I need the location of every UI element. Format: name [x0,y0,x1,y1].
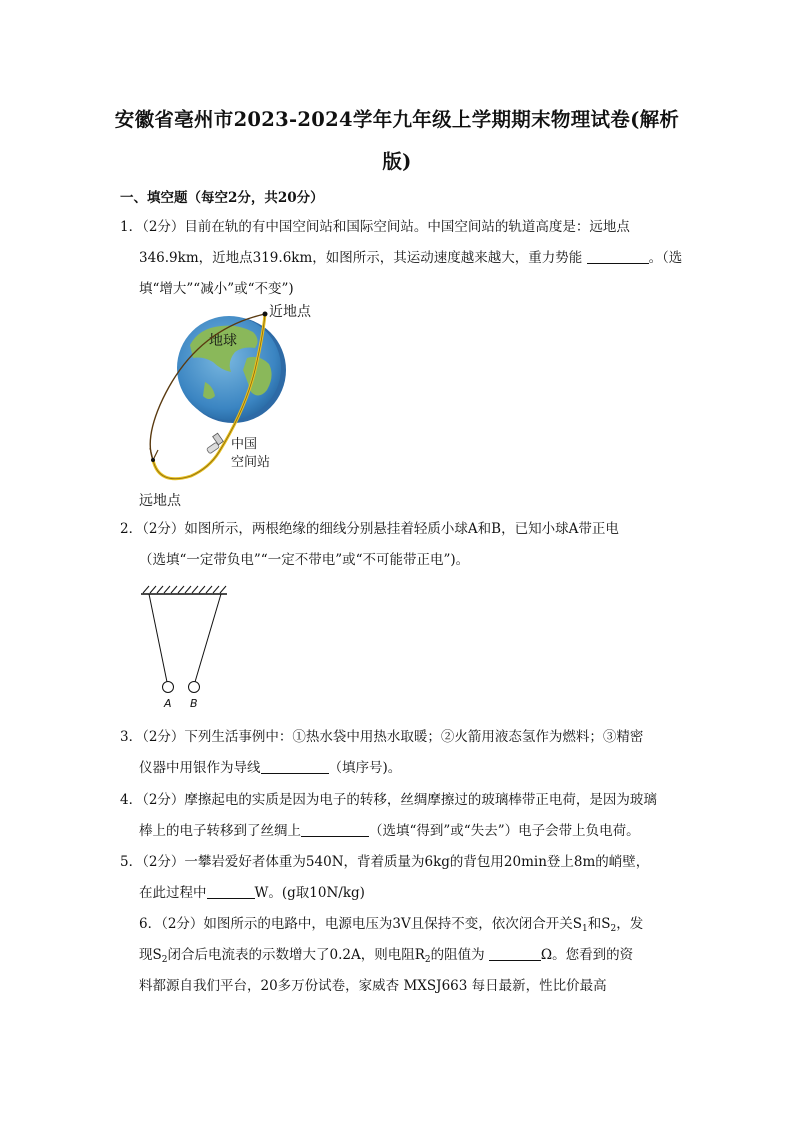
orbit-figure [135,300,335,512]
paper-title-line-2: 版) [382,150,412,173]
q6-text-f: 的阻值为 [430,947,489,963]
q6-sub-s2b: 2 [161,955,168,965]
q1-text-a: 346.9km，近地点319.6km，如图所示，其运动速度越来越大，重力势能 [139,250,587,266]
q6-text-a: 6．（2分）如图所示的电路中，电源电压为3V且保持不变，依次闭合开关S [139,916,583,932]
perigee-dot [263,312,268,317]
q5-text-b: W。(g取10N/kg) [254,885,365,901]
apogee-label: 远地点 [139,493,181,509]
q1-line-3: 填“增大”“减小”或“不变”) [139,281,294,297]
q6-text-b: 和S [587,916,611,932]
ball-b [189,682,200,693]
q6-text-e: 闭合后电流表的示数增大了0.2A，则电阻R [167,947,425,963]
q6-line-1 [139,914,643,939]
q3-text-a: 仪器中用银作为导线 [139,760,261,776]
q1-answer-blank [587,249,649,264]
q3-answer-blank [261,759,329,774]
thread-a [149,594,167,682]
section-heading: 一、填空题（每空2分，共20分） [120,190,324,206]
ceiling-hatch [143,586,226,593]
q3-text-b: （填序号)。 [328,760,402,776]
q4-text-b: （选填“得到”或“失去”）电子会带上负电荷。 [369,823,640,839]
ball-a-label: A [164,697,172,710]
hanging-balls-figure [135,582,235,712]
ball-a [163,682,174,693]
q6-text-c: ，发 [616,916,644,932]
q3-line-2 [139,758,401,778]
q1-line-1: 1．（2分）目前在轨的有中国空间站和国际空间站。中国空间站的轨道高度是：远地点 [120,219,630,235]
q5-line-1: 5．（2分）一攀岩爱好者体重为540N，背着质量为6kg的背包用20min登上8m的峭壁， [120,854,650,870]
thread-b [195,594,221,682]
q2-line-1: 2．（2分）如图所示，两根绝缘的细线分别悬挂着轻质小球A和B，已知小球A带正电 [120,521,619,537]
q4-text-a: 棒上的电子转移到了丝绸上 [139,823,301,839]
q6-sub-s2: 2 [610,924,617,934]
paper-title-line-1: 安徽省亳州市2023-2024学年九年级上学期期末物理试卷(解析 [114,108,680,131]
q2-line-2: （选填“一定带负电”“一定不带电”或“不可能带正电”)。 [139,552,470,568]
q4-line-1: 4．（2分）摩擦起电的实质是因为电子的转移，丝绸摩擦过的玻璃棒带正电荷，是因为玻璃 [120,792,657,808]
q5-text-a: 在此过程中 [139,885,207,901]
q5-answer-blank [207,884,255,899]
q3-line-1: 3．（2分）下列生活事例中：①热水袋中用热水取暖；②火箭用液态氢作为燃料；③精密 [120,729,644,745]
station-label-2: 空间站 [231,455,271,470]
q5-line-2 [139,883,365,903]
q1-text-b: 。（选 [648,250,683,266]
perigee-label: 近地点 [269,304,311,320]
q1-line-2 [139,248,682,268]
q6-line-3: 料都源自我们平台，20多万份试卷，家威杏 MXSJ663 每日最新，性比价最高 [139,978,607,994]
earth-label: 地球 [209,333,237,349]
q6-answer-blank [489,946,541,961]
apogee-dot [151,458,155,462]
q6-sub-s1: 1 [582,924,588,934]
earth-globe [177,316,286,423]
q4-line-2 [139,821,640,841]
q6-text-g: Ω。您看到的资 [540,947,634,963]
ball-b-label: B [190,697,198,710]
station-label-1: 中国 [231,437,258,452]
q6-text-d: 现S [139,947,162,963]
q6-sub-r2: 2 [424,955,431,965]
q4-answer-blank [301,822,369,837]
q6-line-2 [139,945,633,970]
